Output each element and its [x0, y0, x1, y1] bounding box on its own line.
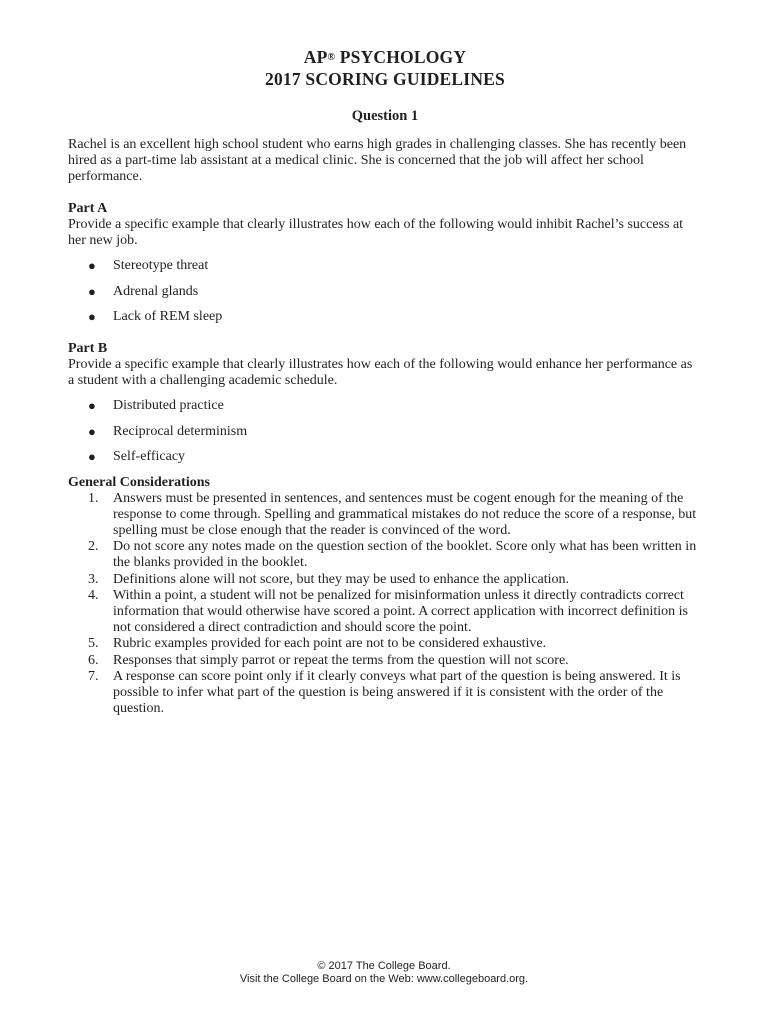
item-number: 5. — [88, 636, 99, 652]
document-page — [68, 46, 702, 717]
consideration-item — [68, 588, 702, 637]
bullet-icon: ● — [88, 283, 96, 299]
list-item-text: Distributed practice — [113, 398, 224, 413]
list-item — [68, 309, 702, 325]
item-number: 4. — [88, 587, 99, 603]
part-a-list — [68, 258, 702, 325]
item-text: A response can score point only if it clearly conveys what part of the question is being answered. It is possible to infer what part of the question is being answered if it is consistent with the order of the question. — [113, 668, 681, 717]
list-item-text: Adrenal glands — [113, 283, 199, 299]
part-a-prompt: Provide a specific example that clearly illustrates how each of the following would inhibit Rachel’s success at her new job. — [68, 217, 684, 248]
item-text: Rubric examples provided for each point are not to be considered exhaustive. — [113, 636, 547, 652]
item-text: Within a point, a student will not be penalized for misinformation unless it directly contradicts correct information that would otherwise have scored a point. A correct application with incorrect definition is not considered a direct contradiction and should score the point. — [113, 587, 689, 636]
item-number: 6. — [88, 652, 99, 668]
bullet-icon: ● — [88, 423, 96, 439]
consideration-item — [68, 669, 702, 718]
document-title — [68, 46, 702, 68]
footer-copyright: © 2017 The College Board. — [317, 960, 451, 972]
item-number: 2. — [88, 539, 99, 555]
list-item — [68, 398, 702, 414]
bullet-icon: ● — [88, 449, 96, 464]
bullet-icon: ● — [88, 258, 96, 273]
bullet-icon: ● — [88, 309, 96, 324]
registered-mark: ® — [327, 52, 336, 63]
bullet-icon: ● — [88, 398, 96, 413]
consideration-item — [68, 491, 702, 540]
list-item-text: Reciprocal determinism — [113, 423, 248, 439]
item-text: Definitions alone will not score, but they may be used to enhance the application. — [113, 571, 570, 587]
consideration-item — [68, 636, 702, 652]
list-item-text: Self-efficacy — [113, 449, 186, 464]
item-text: Answers must be presented in sentences, and sentences must be cogent enough for the meaning of the response to come through. Spelling and grammatical mistakes do not reduce the score of a response, but spelling must be close enough that the reader is convinced of the word. — [113, 490, 697, 538]
part-b-heading: Part B — [68, 341, 108, 356]
question-title: Question 1 — [351, 108, 419, 124]
consideration-item — [68, 572, 702, 588]
list-item — [68, 424, 702, 440]
consideration-item — [68, 539, 702, 571]
item-number: 1. — [88, 490, 99, 506]
item-text: Do not score any notes made on the question section of the booklet. Score only what has been written in the blanks provided in the booklet. — [113, 539, 697, 571]
part-b-list — [68, 398, 702, 465]
list-item-text: Stereotype threat — [113, 258, 209, 273]
item-text: Responses that simply parrot or repeat the terms from the question will not score. — [113, 652, 569, 668]
part-a-heading: Part A — [68, 201, 108, 216]
item-number: 3. — [88, 571, 99, 587]
consideration-item — [68, 653, 702, 669]
part-b-prompt: Provide a specific example that clearly illustrates how each of the following would enhance her performance as a student with a challenging academic schedule. — [68, 357, 693, 388]
document-subtitle: 2017 SCORING GUIDELINES — [265, 69, 505, 89]
page-footer — [0, 960, 768, 986]
list-item — [68, 284, 702, 300]
list-item-text: Lack of REM sleep — [113, 309, 223, 324]
list-item — [68, 449, 702, 465]
intro-paragraph: Rachel is an excellent high school student who earns high grades in challenging classes. She has recently been hired as a part-time lab assistant at a medical clinic. She is concerned that the job will affect her school performance. — [68, 137, 687, 184]
general-considerations-list — [68, 491, 702, 718]
general-considerations-heading: General Considerations — [68, 474, 210, 490]
title-rest: PSYCHOLOGY — [335, 47, 467, 67]
item-number: 7. — [88, 668, 99, 684]
title-prefix: AP — [303, 47, 328, 67]
footer-website: Visit the College Board on the Web: www.collegeboard.org. — [239, 973, 529, 985]
list-item — [68, 258, 702, 274]
